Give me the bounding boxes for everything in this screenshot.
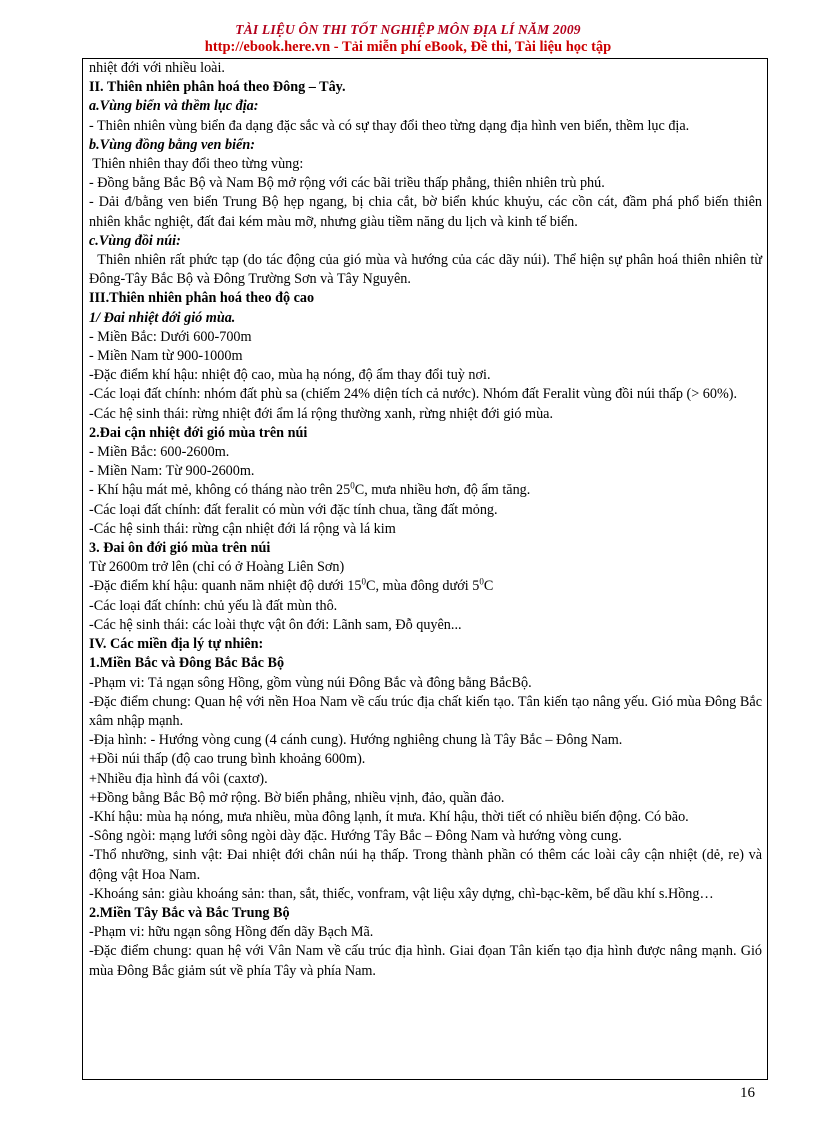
header-line bbox=[0, 39, 816, 56]
paragraph: - Dải đ/bằng ven biển Trung Bộ hẹp ngang, bị chia cắt, bờ biển khúc khuỷu, các cồn cát, đầm phá phổ biến thiên nhiên khắc nghiệt, đất đai kém màu mỡ, nhưng giàu tiềm năng du lịch và kinh tế biển. bbox=[89, 194, 762, 230]
text-line: +Đồi núi thấp (độ cao trung bình khoảng 600m). bbox=[89, 751, 366, 768]
superscript: 0 bbox=[479, 576, 484, 587]
paragraph: - Thiên nhiên vùng biển đa dạng đặc sắc và có sự thay đổi theo từng dạng địa hình ven biển, thềm lục địa. bbox=[89, 117, 690, 134]
header-separator: - bbox=[330, 39, 342, 55]
subsection-heading: 2.Đai cận nhiệt đới gió mùa trên núi bbox=[89, 424, 308, 441]
paragraph: -Đặc điểm chung: Quan hệ với nền Hoa Nam về cấu trúc địa chất kiến tạo. Tân kiến tạo nâng yếu. Gió mùa Đông Bắc xâm nhập mạnh. bbox=[89, 693, 762, 729]
superscript: 0 bbox=[361, 576, 366, 587]
text-line: nhiệt đới với nhiều loài. bbox=[89, 60, 225, 76]
subsection-heading: b.Vùng đồng bằng ven biển: bbox=[89, 136, 255, 153]
text-line: -Các hệ sinh thái: rừng nhiệt đới ẩm lá rộng thường xanh, rừng nhiệt đới gió mùa. bbox=[89, 405, 554, 422]
paragraph: -Thổ nhưỡng, sinh vật: Đai nhiệt đới chân núi hạ thấp. Trong thành phần có thêm các loài cây cận nhiệt (dẻ, re) và động vật Hoa Nam. bbox=[89, 847, 762, 883]
page-number: 16 bbox=[740, 1085, 755, 1101]
section-heading: IV. Các miền địa lý tự nhiên: bbox=[89, 636, 264, 653]
text-segment: - Khí hậu mát mẻ, không có tháng nào trên 25 bbox=[89, 482, 351, 499]
text-line: - Đồng bằng Bắc Bộ và Nam Bộ mở rộng với các bãi triều thấp phẳng, thiên nhiên trù phú. bbox=[89, 175, 605, 192]
text-line: -Các hệ sinh thái: rừng cận nhiệt đới lá rộng và lá kim bbox=[89, 520, 396, 537]
text-line: -Các hệ sinh thái: các loài thực vật ôn đới: Lãnh sam, Đỗ quyên... bbox=[89, 616, 462, 633]
text-line: -Phạm vi: hữu ngạn sông Hồng đến dãy Bạch Mã. bbox=[89, 924, 374, 941]
text-segment: -Đặc điểm khí hậu: quanh năm nhiệt độ dưới 15 bbox=[89, 578, 362, 595]
paragraph: -Các loại đất chính: nhóm đất phù sa (chiếm 24% diện tích cả nước). Nhóm đất Feralit vùng đồi núi thấp (> 60%). bbox=[89, 386, 738, 403]
text-line bbox=[89, 577, 762, 596]
text-line: - Miền Bắc: 600-2600m. bbox=[89, 444, 230, 461]
text-line: Thiên nhiên thay đổi theo từng vùng: bbox=[89, 156, 304, 173]
paragraph: -Đặc điểm chung: quan hệ với Vân Nam về cấu trúc địa hình. Giai đọan Tân kiến tạo địa hình được nâng mạnh. Gió mùa Đông Bắc giảm sút về phía Tây và phía Nam. bbox=[89, 943, 762, 979]
text-line: -Phạm vi: Tả ngạn sông Hồng, gồm vùng núi Đông Bắc và đông bằng BắcBộ. bbox=[89, 674, 532, 691]
paragraph: Thiên nhiên rất phức tạp (do tác động của gió mùa và hướng của các dãy núi). Thể hiện sự phân hoá thiên nhiên từ Đông-Tây Bắc Bộ và Đông Trường Sơn và Tây Nguyên. bbox=[89, 252, 766, 288]
text-line: -Địa hình: - Hướng vòng cung (4 cánh cung). Hướng nghiêng chung là Tây Bắc – Đông Nam. bbox=[89, 732, 623, 749]
header-title: TÀI LIỆU ÔN THI TỐT NGHIỆP MÔN ĐỊA LÍ NĂM 2009 bbox=[235, 22, 581, 37]
text-line: - Miền Bắc: Dưới 600-700m bbox=[89, 328, 252, 345]
subsection-heading: 1.Miền Bắc và Đông Bắc Bắc Bộ bbox=[89, 655, 285, 672]
subsection-heading: c.Vùng đồi núi: bbox=[89, 232, 181, 249]
text-line: +Nhiều địa hình đá vôi (caxtơ). bbox=[89, 770, 268, 787]
paragraph: -Khí hậu: mùa hạ nóng, mưa nhiều, mùa đông lạnh, ít mưa. Khí hậu, thời tiết có nhiều biến động. Có bão. bbox=[89, 808, 689, 825]
text-segment: C, mùa đông dưới 5 bbox=[365, 578, 480, 595]
subsection-heading: 2.Miền Tây Bắc và Bắc Trung Bộ bbox=[89, 904, 290, 921]
text-line: -Đặc điểm khí hậu: nhiệt độ cao, mùa hạ nóng, độ ẩm thay đổi tuỳ nơi. bbox=[89, 367, 491, 384]
text-line: Từ 2600m trở lên (chỉ có ở Hoàng Liên Sơn) bbox=[89, 559, 345, 576]
subsection-heading: a.Vùng biển và thềm lục địa: bbox=[89, 98, 259, 115]
superscript: 0 bbox=[350, 480, 355, 491]
paragraph: -Khoáng sản: giàu khoáng sản: than, sắt, thiếc, vonfram, vật liệu xây dựng, chì-bạc-kẽm, bể dầu khí s.Hồng… bbox=[89, 885, 714, 902]
section-heading: III.Thiên nhiên phân hoá theo độ cao bbox=[89, 290, 315, 307]
header-tagline: Tải miễn phí eBook, Đề thi, Tài liệu học tập bbox=[342, 39, 612, 55]
text-line: - Miền Nam: Từ 900-2600m. bbox=[89, 463, 255, 480]
text-line: - Miền Nam từ 900-1000m bbox=[89, 348, 243, 365]
subsection-heading: 1/ Đai nhiệt đới gió mùa. bbox=[89, 309, 236, 326]
subsection-heading: 3. Đai ôn đới gió mùa trên núi bbox=[89, 540, 271, 557]
text-line: +Đồng bằng Bắc Bộ mở rộng. Bờ biển phẳng, nhiều vịnh, đảo, quần đảo. bbox=[89, 789, 505, 806]
text-segment: C bbox=[483, 578, 494, 595]
header-site-link[interactable]: http://ebook.here.vn bbox=[204, 39, 331, 55]
section-heading: II. Thiên nhiên phân hoá theo Đông – Tây. bbox=[89, 79, 346, 96]
text-line: -Các loại đất chính: đất feralit có mùn với đặc tính chua, tầng đất mỏng. bbox=[89, 501, 498, 518]
content-box bbox=[82, 58, 768, 1080]
text-line: -Các loại đất chính: chủ yếu là đất mùn thô. bbox=[89, 597, 338, 614]
text-segment: C, mưa nhiều hơn, độ ẩm tăng. bbox=[354, 482, 531, 499]
text-line bbox=[89, 481, 762, 500]
text-line: -Sông ngòi: mạng lưới sông ngòi dày đặc. Hướng Tây Bắc – Đông Nam và hướng vòng cung. bbox=[89, 828, 622, 845]
